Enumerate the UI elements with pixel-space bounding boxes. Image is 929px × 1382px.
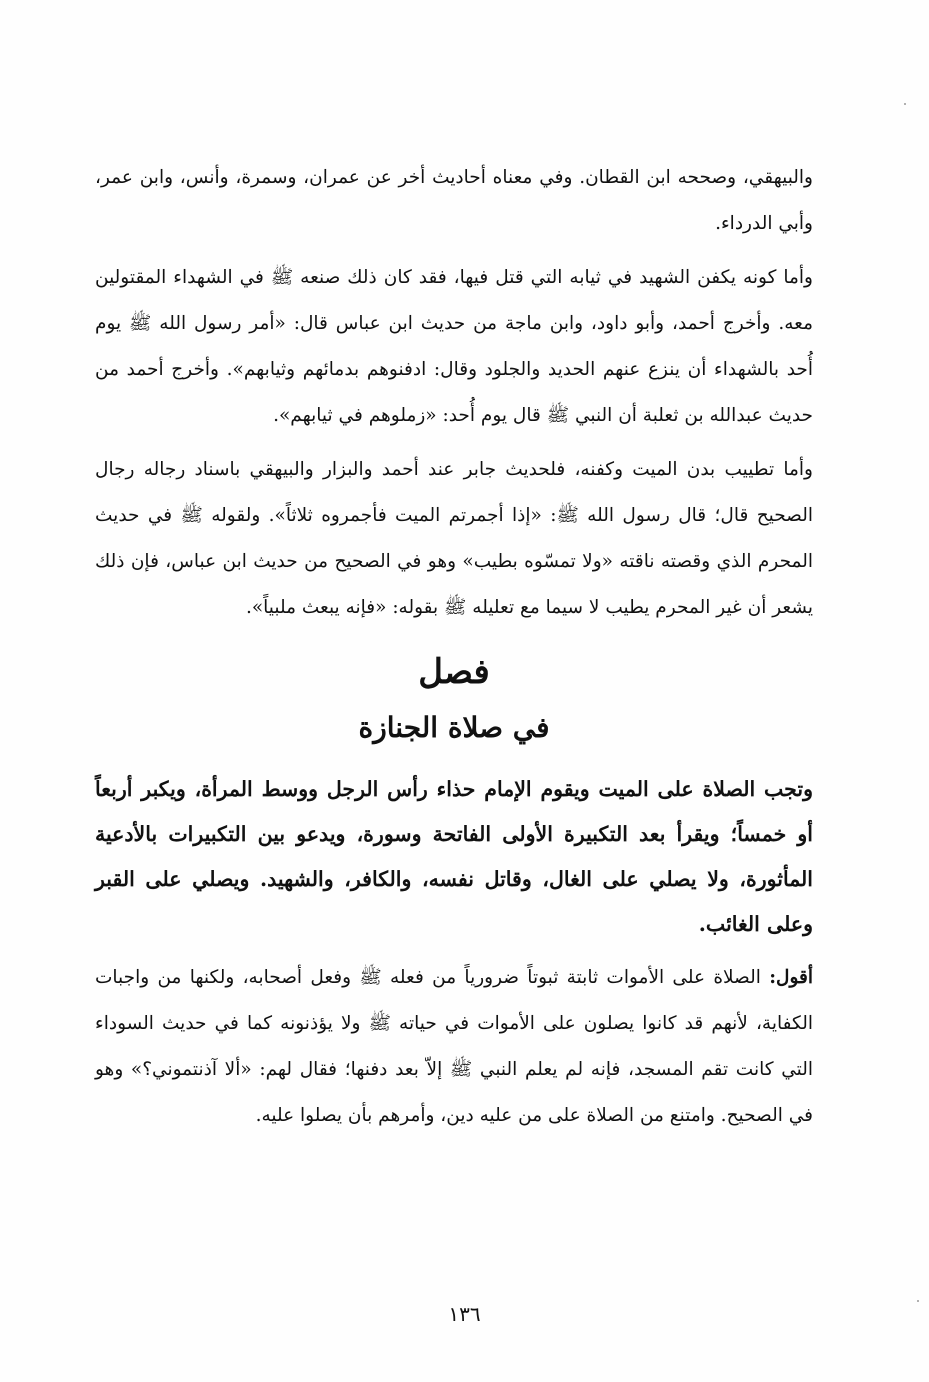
section-subtitle: في صلاة الجنازة [358, 711, 550, 744]
paragraph-2: وأما كونه يكفن الشهيد في ثيابه التي قتل فيها، فقد كان ذلك صنعه ﷺ في الشهداء المقتولين معه. وأخرج أحمد، وأبو داود، وابن ماجة من حديث ابن عباس قال: «أمر رسول الله ﷺ يوم أُحد بالشهداء أن ينزع عنهم الحديد والجلود وقال: ادفنوهم بدمائهم وثيابهم». وأخرج أحمد من حديث عبدالله بن ثعلبة أن النبي ﷺ قال يوم أُحد: «زملوهم في ثيابهم». [95, 267, 813, 426]
section-title: فصل [418, 652, 490, 692]
scan-speck [904, 103, 906, 105]
commentary-text: الصلاة على الأموات ثابتة ثبوتاً ضرورياً من فعله ﷺ وفعل أصحابه، ولكنها من واجبات الكفاية، لأنهم قد كانوا يصلون على الأموات في حياته ﷺ ولا يؤذنونه كما في حديث السوداء التي كانت تقم المسجد، فإنه لم يعلم النبي ﷺ إلاّ بعد دفنها؛ فقال لهم: «ألا آذنتموني؟» وهو في الصحيح. وامتنع من الصلاة على من عليه دين، وأمرهم بأن يصلوا عليه. [95, 967, 813, 1126]
page-number: ١٣٦ [448, 1302, 481, 1326]
text-column [95, 155, 813, 1139]
scan-speck [917, 1300, 919, 1302]
commentary-paragraph [95, 955, 813, 1139]
matn-text: وتجب الصلاة على الميت ويقوم الإمام حذاء رأس الرجل ووسط المرأة، ويكبر أربعاً أو خمساً؛ ويقرأ بعد التكبيرة الأولى الفاتحة وسورة، ويدعو بين التكبيرات بالأدعية المأثورة، ولا يصلي على الغال، وقاتل نفسه، والكافر، والشهيد. ويصلي على القبر وعلى الغائب. [95, 777, 813, 936]
paragraph-3: وأما تطييب بدن الميت وكفنه، فلحديث جابر عند أحمد والبزار والبيهقي باسناد رجاله رجال الصحيح قال؛ قال رسول الله ﷺ: «إذا أجمرتم الميت فأجمروه ثلاثاً». ولقوله ﷺ في حديث المحرم الذي وقصته ناقته «ولا تمسّوه بطيب» وهو في الصحيح من حديث ابن عباس، فإن ذلك يشعر أن غير المحرم يطيب لا سيما مع تعليله ﷺ بقوله: «فإنه يبعث ملبياً». [95, 459, 813, 618]
paragraph-1: والبيهقي، وصححه ابن القطان. وفي معناه أحاديث أخر عن عمران، وسمرة، وأنس، وابن عمر، وأبي الدرداء. [95, 167, 813, 234]
commentary-lead: أقول: [769, 967, 813, 988]
